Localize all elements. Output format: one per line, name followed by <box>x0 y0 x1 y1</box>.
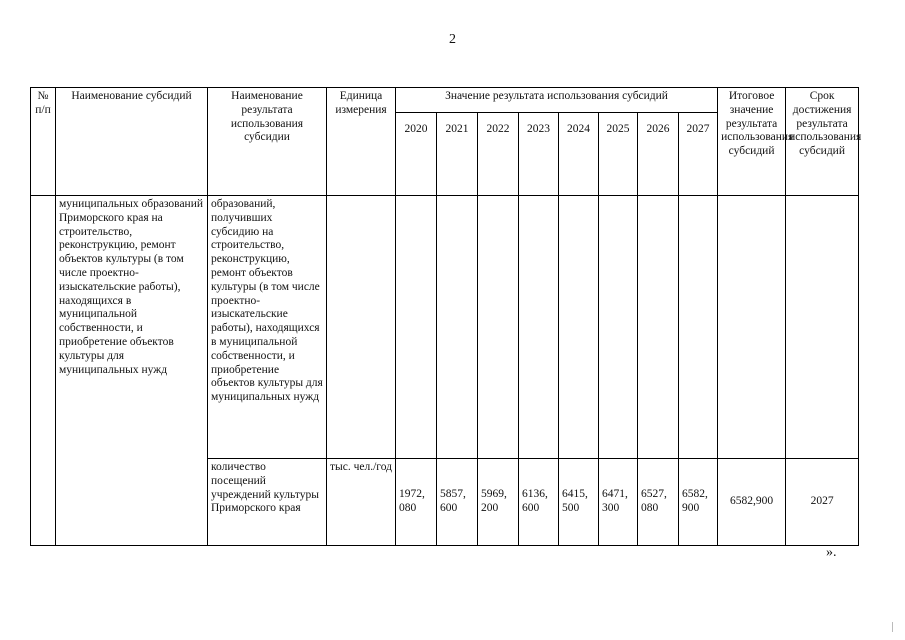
value-cell-empty <box>478 196 519 459</box>
year-2021: 2021 <box>437 113 478 196</box>
value-2024: 6415, 500 <box>559 459 599 546</box>
result-name-cell: образований, получивших субсидию на строительство, реконструкцию, ремонт объектов культуры (в том числе проектно-изыскательские работы), находящихся в муниципальной собственности, и приобретение объектов культуры для муниципальных нужд <box>208 196 327 459</box>
unit-cell: тыс. чел./год <box>327 459 396 546</box>
value-2026: 6527, 080 <box>638 459 679 546</box>
header-subsidy-name: Наименование субсидий <box>56 88 208 196</box>
year-2022: 2022 <box>478 113 519 196</box>
year-2023: 2023 <box>519 113 559 196</box>
header-values-group: Значение результата использования субсидий <box>396 88 718 113</box>
subsidy-name-cell: муниципальных образований Приморского края на строительство, реконструкцию, ремонт объектов культуры (в том числе проектно-изыскательские работы), находящихся в муниципальной собственности, и приобретение объектов культуры для муниципальных нужд <box>56 196 208 546</box>
value-2025: 6471, 300 <box>599 459 638 546</box>
year-2020: 2020 <box>396 113 437 196</box>
value-2023: 6136, 600 <box>519 459 559 546</box>
total-cell-empty <box>718 196 786 459</box>
deadline-cell-empty <box>786 196 859 459</box>
value-2022: 5969, 200 <box>478 459 519 546</box>
value-cell-empty <box>437 196 478 459</box>
page-number: 2 <box>449 32 456 47</box>
value-cell-empty <box>638 196 679 459</box>
table-row <box>31 196 859 459</box>
header-deadline: Срок достижения результата использования субсидий <box>786 88 859 196</box>
year-2025: 2025 <box>599 113 638 196</box>
subsidy-results-table <box>30 87 862 546</box>
value-cell-empty <box>679 196 718 459</box>
value-cell-empty <box>519 196 559 459</box>
header-total: Итоговое значение результата использования субсидий <box>718 88 786 196</box>
scan-edge-mark <box>892 622 893 632</box>
value-cell-empty <box>396 196 437 459</box>
year-2024: 2024 <box>559 113 599 196</box>
unit-cell-empty <box>327 196 396 459</box>
value-2027: 6582, 900 <box>679 459 718 546</box>
row-num <box>31 196 56 546</box>
header-result-name: Наименование результата использования субсидии <box>208 88 327 196</box>
year-2027: 2027 <box>679 113 718 196</box>
header-row <box>31 88 859 113</box>
value-cell-empty <box>599 196 638 459</box>
header-num: № п/п <box>31 88 56 196</box>
result-indicator-cell: количество посещений учреждений культуры Приморского края <box>208 459 327 546</box>
header-unit: Единица измерения <box>327 88 396 196</box>
total-value: 6582,900 <box>718 459 786 546</box>
year-2026: 2026 <box>638 113 679 196</box>
value-cell-empty <box>559 196 599 459</box>
closing-quote: ». <box>826 545 837 560</box>
value-2021: 5857, 600 <box>437 459 478 546</box>
value-2020: 1972, 080 <box>396 459 437 546</box>
deadline-value: 2027 <box>786 459 859 546</box>
